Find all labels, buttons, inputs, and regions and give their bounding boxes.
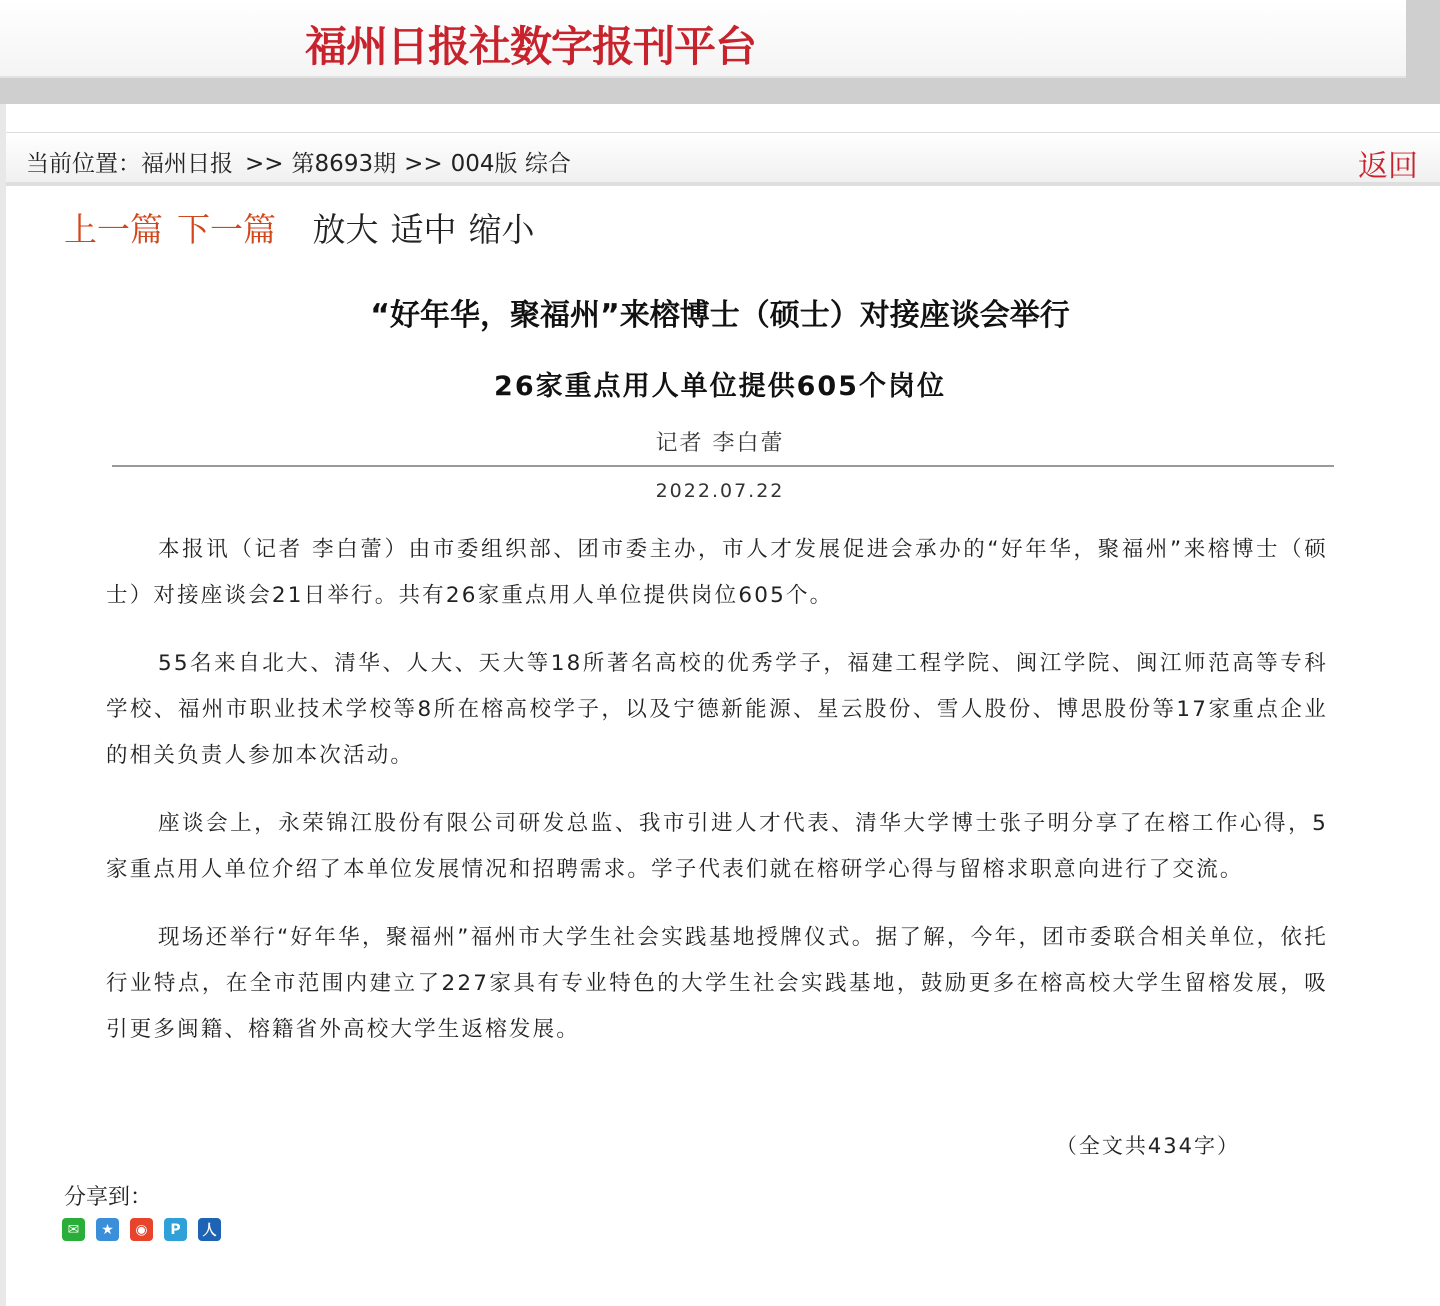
header-band xyxy=(0,0,1440,104)
breadcrumb-bar xyxy=(6,132,1440,186)
zoom-fit-button[interactable]: 适中 xyxy=(390,210,457,249)
article-paragraph: 现场还举行“好年华，聚福州”福州市大学生社会实践基地授牌仪式。据了解，今年，团市委联合相关单位，依托行业特点，在全市范围内建立了227家具有专业特色的大学生社会实践基地，鼓励更多在榕高校大学生留榕发展，吸引更多闽籍、榕籍省外高校大学生返榕发展。 xyxy=(106,925,1328,1042)
article-title: “好年华，聚福州”来榕博士（硕士）对接座谈会举行 xyxy=(370,298,1070,333)
article-subtitle: 26家重点用人单位提供605个岗位 xyxy=(494,371,946,402)
site-title: 福州日报社数字报刊平台 xyxy=(305,22,757,71)
breadcrumb xyxy=(26,145,579,178)
renren-icon[interactable]: 人 xyxy=(198,1218,221,1241)
weibo-icon[interactable]: ◉ xyxy=(130,1218,153,1241)
word-count: （全文共434字） xyxy=(1055,1134,1240,1158)
next-article-link[interactable]: 下一篇 xyxy=(177,210,276,249)
breadcrumb-paper[interactable]: 福州日报 xyxy=(141,151,233,177)
article-date: 2022.07.22 xyxy=(655,480,785,502)
breadcrumb-page[interactable]: 004版 综合 xyxy=(450,151,571,177)
header xyxy=(0,0,1406,78)
back-button[interactable]: 返回 xyxy=(1358,149,1418,184)
breadcrumb-sep: >> xyxy=(404,151,443,177)
zoom-out-button[interactable]: 缩小 xyxy=(468,210,535,249)
article-paragraph: 座谈会上，永荣锦江股份有限公司研发总监、我市引进人才代表、清华大学博士张子明分享了在榕工作心得，5家重点用人单位介绍了本单位发展情况和招聘需求。学子代表们就在榕研学心得与留榕求职意向进行了交流。 xyxy=(106,811,1328,882)
wechat-icon[interactable]: ✉ xyxy=(62,1218,85,1241)
breadcrumb-sep: >> xyxy=(245,151,284,177)
qq-weibo-icon[interactable]: P xyxy=(164,1218,187,1241)
article-paragraph: 本报讯（记者 李白蕾）由市委组织部、团市委主办，市人才发展促进会承办的“好年华，聚福州”来榕博士（硕士）对接座谈会21日举行。共有26家重点用人单位提供岗位605个。 xyxy=(106,537,1328,608)
article-nav xyxy=(64,204,535,251)
breadcrumb-prefix: 当前位置： xyxy=(26,151,141,177)
prev-article-link[interactable]: 上一篇 xyxy=(64,210,163,249)
share-icons xyxy=(62,1218,221,1241)
article-byline: 记者 李白蕾 xyxy=(655,431,785,456)
breadcrumb-issue[interactable]: 第8693期 xyxy=(291,151,397,177)
article-paragraph: 55名来自北大、清华、人大、天大等18所著名高校的优秀学子，福建工程学院、闽江学院、闽江师范高等专科学校、福州市职业技术学校等8所在榕高校学子，以及宁德新能源、星云股份、雪人股份、博思股份等17家重点企业的相关负责人参加本次活动。 xyxy=(106,651,1328,768)
left-rail xyxy=(0,104,6,1306)
share-label: 分享到： xyxy=(64,1185,153,1210)
zoom-in-button[interactable]: 放大 xyxy=(312,210,379,249)
article-body xyxy=(106,527,1328,1075)
qzone-icon[interactable]: ★ xyxy=(96,1218,119,1241)
divider xyxy=(112,465,1334,467)
